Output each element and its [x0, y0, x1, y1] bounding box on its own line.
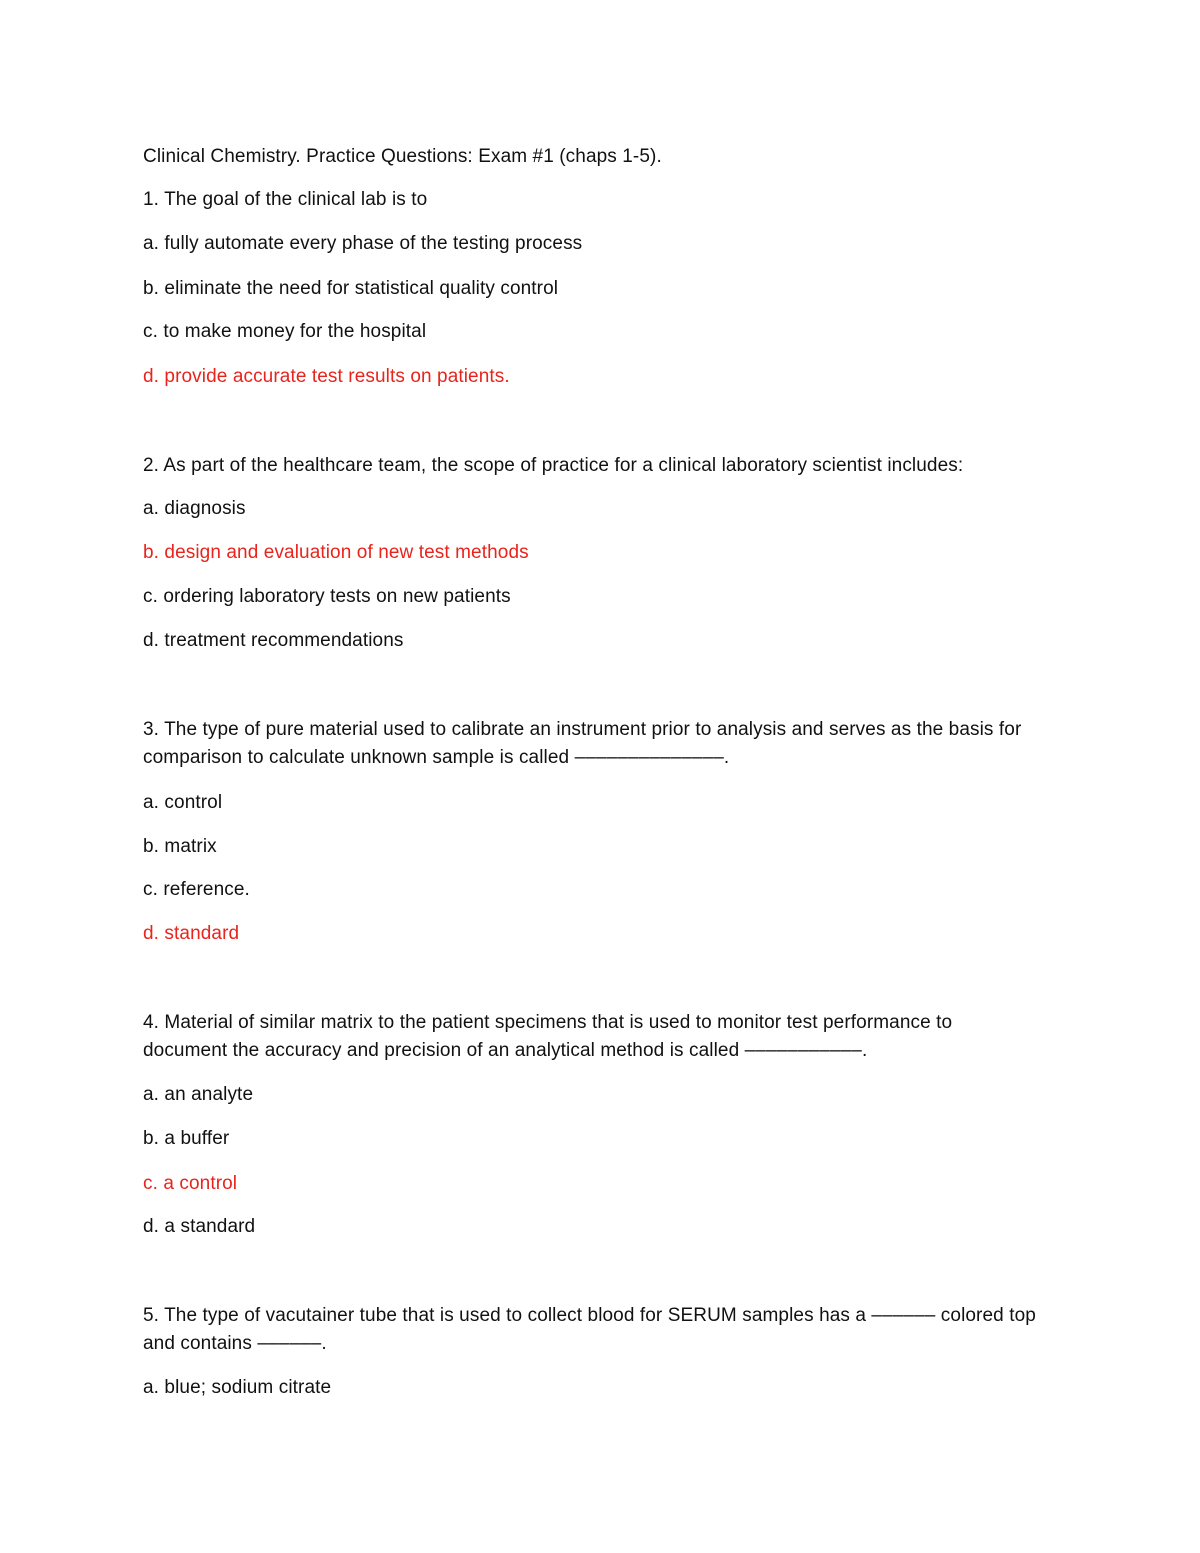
question-2-option-c: c. ordering laboratory tests on new patients	[143, 586, 511, 607]
question-2-option-b-correct: b. design and evaluation of new test methods	[143, 542, 529, 563]
question-1-option-a: a. fully automate every phase of the testing process	[143, 233, 583, 254]
question-4-option-a: a. an analyte	[143, 1084, 254, 1105]
question-1-text: 1. The goal of the clinical lab is to	[143, 189, 428, 210]
question-4-option-c-correct: c. a control	[143, 1173, 238, 1194]
question-3-option-d-correct: d. standard	[143, 923, 240, 944]
question-3-text-line-1: 3. The type of pure material used to calibrate an instrument prior to analysis and serves as the basis for	[143, 719, 1022, 740]
question-3-option-b: b. matrix	[143, 836, 217, 857]
question-4-text-line-2: document the accuracy and precision of an analytical method is called –––––––––––.	[143, 1040, 868, 1061]
question-4-option-b: b. a buffer	[143, 1128, 230, 1149]
question-4-text-line-1: 4. Material of similar matrix to the patient specimens that is used to monitor test performance to	[143, 1012, 953, 1033]
question-2-option-d: d. treatment recommendations	[143, 630, 404, 651]
question-3-text-line-2: comparison to calculate unknown sample is called ––––––––––––––.	[143, 747, 730, 768]
question-1-option-b: b. eliminate the need for statistical quality control	[143, 278, 559, 299]
document-title: Clinical Chemistry. Practice Questions: Exam #1 (chaps 1-5).	[143, 146, 662, 167]
question-5-text-line-2: and contains ––––––.	[143, 1333, 327, 1354]
question-2-text: 2. As part of the healthcare team, the scope of practice for a clinical laboratory scientist includes:	[143, 455, 964, 476]
question-1-option-c: c. to make money for the hospital	[143, 321, 427, 342]
question-1-option-d-correct: d. provide accurate test results on patients.	[143, 366, 510, 387]
question-4-option-d: d. a standard	[143, 1216, 256, 1237]
question-5-option-a: a. blue; sodium citrate	[143, 1377, 332, 1398]
question-3-option-c: c. reference.	[143, 879, 250, 900]
question-5-text-line-1: 5. The type of vacutainer tube that is used to collect blood for SERUM samples has a –––––– colored top	[143, 1305, 1036, 1326]
question-3-option-a: a. control	[143, 792, 223, 813]
question-2-option-a: a. diagnosis	[143, 498, 246, 519]
